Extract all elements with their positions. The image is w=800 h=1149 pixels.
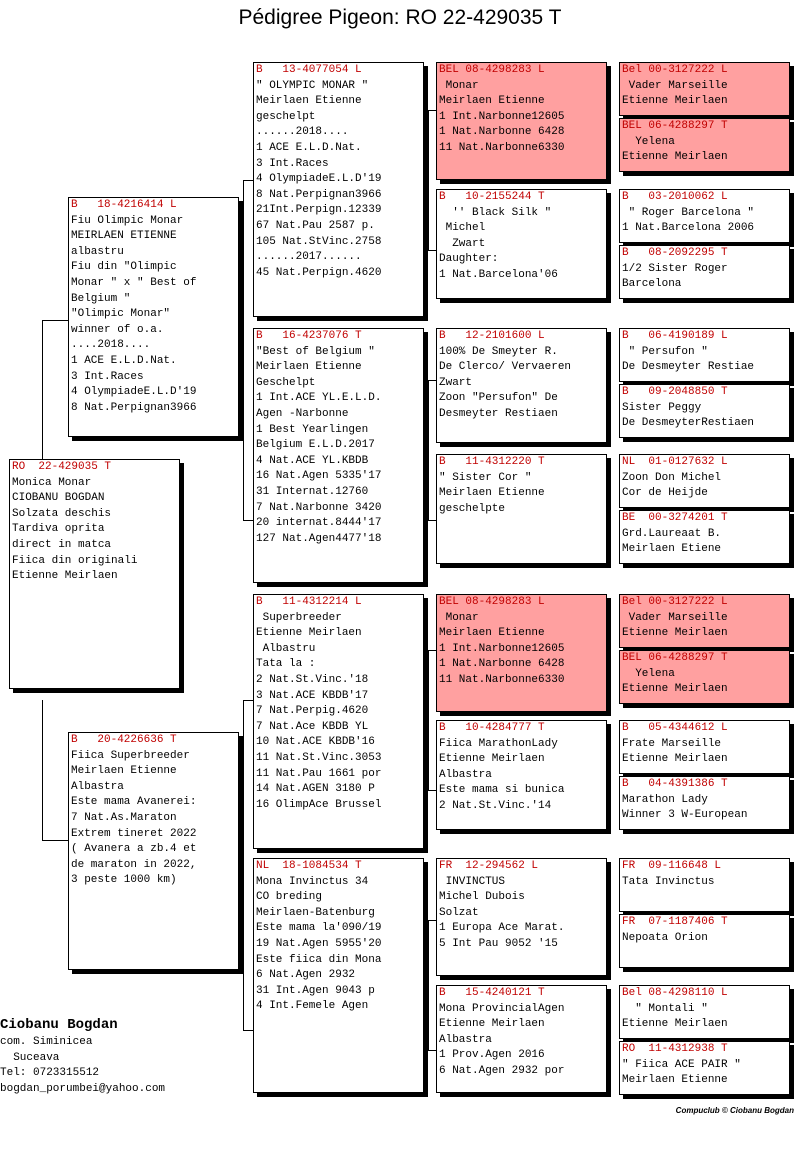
ring-number: Bel 00-3127222 L xyxy=(622,596,728,608)
card-line: 6 Nat.Agen 2932 xyxy=(256,969,356,982)
connector-line xyxy=(428,790,436,791)
card-line: Zwart xyxy=(439,376,473,389)
card-line: Meirlaen Etienne xyxy=(439,627,545,640)
card-line: Belgium " xyxy=(71,292,131,305)
card-line: 127 Nat.Agen4477'18 xyxy=(256,532,382,545)
card-line: Albastra xyxy=(439,1033,492,1046)
connector-line xyxy=(243,180,253,181)
card-line: 5 Int Pau 9052 '15 xyxy=(439,937,558,950)
card-line: 14 Nat.AGEN 3180 P xyxy=(256,783,375,796)
card-line: Albastra xyxy=(439,768,492,781)
ring-number: B 04-4391386 T xyxy=(622,778,728,790)
card-line: 3 Nat.ACE KBDB'17 xyxy=(256,689,369,702)
ring-number: RO 22-429035 T xyxy=(12,461,112,473)
card-line: 4 Int.Femele Agen xyxy=(256,1000,369,1013)
card-line: Etienne Meirlaen xyxy=(439,753,545,766)
dam-card[interactable] xyxy=(68,732,239,970)
card-line: Fiica Superbreeder xyxy=(71,749,190,762)
ring-number: B 06-4190189 L xyxy=(622,330,728,342)
card-line: CIOBANU BOGDAN xyxy=(12,492,105,505)
card-line: 8 Nat.Perpignan3966 xyxy=(256,188,382,201)
card-line: 21Int.Perpign.12339 xyxy=(256,204,382,217)
card-line: ......2017...... xyxy=(256,251,362,264)
card-line: Tata Invinctus xyxy=(622,875,715,888)
connector-line xyxy=(428,650,436,651)
connector-line xyxy=(243,1030,253,1031)
connector-line xyxy=(243,180,244,520)
card-line: 1 ACE E.L.D.Nat. xyxy=(71,354,177,367)
gggp-card[interactable] xyxy=(619,189,790,243)
card-line: geschelpt xyxy=(256,110,316,123)
card-line: 11 Nat.Narbonne6330 xyxy=(439,141,565,154)
card-line: 1 Nat.Narbonne 6428 xyxy=(439,126,565,139)
card-line: Este fiica din Mona xyxy=(256,953,382,966)
ring-number: B 13-4077054 L xyxy=(256,64,362,76)
ggp-card[interactable] xyxy=(436,328,607,443)
card-line: 11 Nat.St.Vinc.3053 xyxy=(256,751,382,764)
card-line: Monar " x " Best of xyxy=(71,276,197,289)
card-line: Etienne Meirlaen xyxy=(622,753,728,766)
ring-number: B 15-4240121 T xyxy=(439,987,545,999)
footer-credit: Compuclub © Ciobanu Bogdan xyxy=(675,1106,794,1115)
card-line: Etienne Meirlaen xyxy=(439,1018,545,1031)
card-line: Michel Dubois xyxy=(439,891,525,904)
owner-address-2: Suceava xyxy=(0,1051,60,1064)
card-line: winner of o.a. xyxy=(71,323,164,336)
gggp-card[interactable] xyxy=(619,1041,790,1095)
card-line: Zoon Don Michel xyxy=(622,471,722,484)
card-line: 7 Nat.Ace KBDB YL xyxy=(256,720,369,733)
card-line: Zwart xyxy=(439,237,486,250)
card-line: Winner 3 W-European xyxy=(622,809,748,822)
card-line: 3 Int.Races xyxy=(256,157,329,170)
ring-number: RO 11-4312938 T xyxy=(622,1043,728,1055)
card-line: Fiu Olimpic Monar xyxy=(71,214,184,227)
card-line: Geschelpt xyxy=(256,376,316,389)
card-line: Etienne Meirlaen xyxy=(622,151,728,164)
gggp-card[interactable] xyxy=(619,510,790,564)
card-line: INVINCTUS xyxy=(439,875,506,888)
card-line: 11 Nat.Pau 1661 por xyxy=(256,767,382,780)
card-line: 1 Nat.Barcelona'06 xyxy=(439,268,558,281)
card-line: 1 Int.Narbonne12605 xyxy=(439,110,565,123)
card-line: 20 internat.8444'17 xyxy=(256,517,382,530)
ggp-card[interactable] xyxy=(436,594,607,712)
owner-email: bogdan_porumbei@yahoo.com xyxy=(0,1082,166,1095)
gggp-card[interactable] xyxy=(619,720,790,774)
ring-number: B 03-2010062 L xyxy=(622,191,728,203)
gggp-card[interactable] xyxy=(619,776,790,830)
dam-dam-card[interactable] xyxy=(253,858,424,1093)
card-line: Meirlaen Etienne xyxy=(71,765,177,778)
ggp-card[interactable] xyxy=(436,858,607,976)
card-line: ......2018.... xyxy=(256,126,349,139)
ring-number: FR 07-1187406 T xyxy=(622,916,728,928)
connector-line xyxy=(428,650,429,790)
gggp-card[interactable] xyxy=(619,454,790,508)
sire-sire-card[interactable] xyxy=(253,62,424,317)
card-line: CO breding xyxy=(256,891,323,904)
card-line: Extrem tineret 2022 xyxy=(71,827,197,840)
connector-line xyxy=(243,700,244,1030)
card-line: 31 Int.Agen 9043 p xyxy=(256,984,375,997)
card-line: Este mama Avanerei: xyxy=(71,796,197,809)
card-line: Tardiva oprita xyxy=(12,523,105,536)
card-line: De Clerco/ Vervaeren xyxy=(439,361,572,374)
ring-number: B 20-4226636 T xyxy=(71,734,177,746)
connector-line xyxy=(428,110,429,250)
card-line: 105 Nat.StVinc.2758 xyxy=(256,235,382,248)
ring-number: NL 18-1084534 T xyxy=(256,860,362,872)
card-line: 6 Nat.Agen 2932 por xyxy=(439,1064,565,1077)
ring-number: BEL 06-4288297 T xyxy=(622,652,728,664)
card-line: 3 Int.Races xyxy=(71,370,144,383)
connector-line xyxy=(428,920,436,921)
card-line: Meirlaen Etienne xyxy=(256,361,362,374)
card-line: 10 Nat.ACE KBDB'16 xyxy=(256,736,375,749)
connector-line xyxy=(428,380,436,381)
card-line: Solzata deschis xyxy=(12,507,112,520)
ring-number: Bel 00-3127222 L xyxy=(622,64,728,76)
sire-dam-card[interactable] xyxy=(253,328,424,583)
card-line: Meirlaen Etienne xyxy=(622,1074,728,1087)
card-line: 7 Nat.As.Maraton xyxy=(71,811,177,824)
card-line: 31 Internat.12760 xyxy=(256,485,369,498)
card-line: 1 Best Yearlingen xyxy=(256,423,369,436)
card-line: Meirlaen Etienne xyxy=(256,95,362,108)
ring-number: B 09-2048850 T xyxy=(622,386,728,398)
card-line: Fiica MarathonLady xyxy=(439,737,558,750)
card-line: Vader Marseille xyxy=(622,79,728,92)
gggp-card[interactable] xyxy=(619,245,790,299)
ring-number: B 08-2092295 T xyxy=(622,247,728,259)
card-line: 1/2 Sister Roger xyxy=(622,262,728,275)
card-line: 7 Nat.Narbonne 3420 xyxy=(256,501,382,514)
card-line: 8 Nat.Perpignan3966 xyxy=(71,401,197,414)
page-title: Pédigree Pigeon: RO 22-429035 T xyxy=(238,6,562,29)
card-line: 7 Nat.Perpig.4620 xyxy=(256,705,369,718)
card-line: " Roger Barcelona " xyxy=(622,206,755,219)
card-line: " Fiica ACE PAIR " xyxy=(622,1058,741,1071)
connector-line xyxy=(428,110,436,111)
dam-sire-card[interactable] xyxy=(253,594,424,849)
ring-number: BEL 08-4298283 L xyxy=(439,596,545,608)
card-line: Marathon Lady xyxy=(622,793,708,806)
card-line: " OLYMPIC MONAR " xyxy=(256,79,369,92)
ring-number: B 11-4312220 T xyxy=(439,456,545,468)
card-line: Etienne Meirlaen xyxy=(12,570,118,583)
card-line: 11 Nat.Narbonne6330 xyxy=(439,673,565,686)
card-line: Vader Marseille xyxy=(622,611,728,624)
card-line: Zoon "Persufon" De xyxy=(439,392,558,405)
ggp-card[interactable] xyxy=(436,454,607,564)
ggp-card[interactable] xyxy=(436,62,607,180)
card-line: Este mama si bunica xyxy=(439,784,565,797)
card-line: Albastra xyxy=(71,780,124,793)
card-line: Yelena xyxy=(622,667,675,680)
card-line: Agen -Narbonne xyxy=(256,407,349,420)
card-line: Cor de Heijde xyxy=(622,487,708,500)
card-line: Etienne Meirlaen xyxy=(622,1018,728,1031)
card-line: Albastru xyxy=(256,642,316,655)
ring-number: FR 12-294562 L xyxy=(439,860,539,872)
connector-line xyxy=(243,520,253,521)
card-line: Meirlaen Etienne xyxy=(439,487,545,500)
card-line: Yelena xyxy=(622,135,675,148)
card-line: " Montali " xyxy=(622,1002,708,1015)
connector-line xyxy=(42,700,43,840)
ring-number: BEL 08-4298283 L xyxy=(439,64,545,76)
ring-number: NL 01-0127632 L xyxy=(622,456,728,468)
connector-line xyxy=(428,1050,436,1051)
gggp-card[interactable] xyxy=(619,985,790,1039)
ggp-card[interactable] xyxy=(436,720,607,830)
ring-number: B 11-4312214 L xyxy=(256,596,362,608)
gggp-card[interactable] xyxy=(619,328,790,382)
owner-name: Ciobanu Bogdan xyxy=(0,1017,118,1033)
card-line: 19 Nat.Agen 5955'20 xyxy=(256,937,382,950)
card-line: Etienne Meirlaen xyxy=(622,95,728,108)
card-line: 1 Int.ACE YL.E.L.D. xyxy=(256,392,382,405)
gggp-card[interactable] xyxy=(619,650,790,704)
card-line: 3 peste 1000 km) xyxy=(71,874,177,887)
connector-line xyxy=(428,920,429,1050)
gggp-card[interactable] xyxy=(619,384,790,438)
card-line: Tata la : xyxy=(256,658,316,671)
gggp-card[interactable] xyxy=(619,118,790,172)
card-line: De Desmeyter Restiae xyxy=(622,361,755,374)
card-line: Monar xyxy=(439,611,479,624)
card-line: 16 OlimpAce Brussel xyxy=(256,798,382,811)
card-line: Meirlaen Etienne xyxy=(439,95,545,108)
card-line: 1 ACE E.L.D.Nat. xyxy=(256,141,362,154)
card-line: '' Black Silk " xyxy=(439,206,552,219)
card-line: Mona Invinctus 34 xyxy=(256,875,369,888)
card-line: Meirlaen Etiene xyxy=(622,543,722,556)
card-line: Fiu din "Olimpic xyxy=(71,261,177,274)
ring-number: B 18-4216414 L xyxy=(71,199,177,211)
gggp-card[interactable] xyxy=(619,594,790,648)
connector-line xyxy=(428,520,436,521)
card-line: Mona ProvincialAgen xyxy=(439,1002,565,1015)
card-line: Meirlaen-Batenburg xyxy=(256,906,375,919)
card-line: Daughter: xyxy=(439,253,499,266)
card-line: Desmeyter Restiaen xyxy=(439,407,558,420)
connector-line xyxy=(42,320,43,460)
card-line: Superbreeder xyxy=(256,611,342,624)
connector-line xyxy=(428,380,429,520)
ring-number: B 10-4284777 T xyxy=(439,722,545,734)
card-line: Michel xyxy=(439,222,486,235)
card-line: Grd.Laureaat B. xyxy=(622,527,722,540)
card-line: Sister Peggy xyxy=(622,401,702,414)
card-line: 1 Nat.Narbonne 6428 xyxy=(439,658,565,671)
connector-line xyxy=(243,700,253,701)
connector-line xyxy=(428,250,436,251)
card-line: de maraton in 2022, xyxy=(71,858,197,871)
card-line: Etienne Meirlaen xyxy=(256,627,362,640)
card-line: Etienne Meirlaen xyxy=(622,683,728,696)
owner-info xyxy=(0,1015,165,1097)
card-line: Frate Marseille xyxy=(622,737,722,750)
card-line: albastru xyxy=(71,245,124,258)
card-line: Fiica din originali xyxy=(12,554,138,567)
card-line: geschelpte xyxy=(439,502,506,515)
sire-card[interactable] xyxy=(68,197,239,437)
ring-number: B 12-2101600 L xyxy=(439,330,545,342)
card-line: direct in matca xyxy=(12,538,112,551)
card-line: Monar xyxy=(439,79,479,92)
card-line: 1 Prov.Agen 2016 xyxy=(439,1049,545,1062)
owner-address-1: com. Siminicea xyxy=(0,1036,93,1048)
card-line: Nepoata Orion xyxy=(622,931,708,944)
owner-phone: Tel: 0723315512 xyxy=(0,1067,100,1080)
card-line: ( Avanera a zb.4 et xyxy=(71,843,197,856)
ring-number: BEL 06-4288297 T xyxy=(622,120,728,132)
card-line: 2 Nat.St.Vinc.'18 xyxy=(256,673,369,686)
card-line: 2 Nat.St.Vinc.'14 xyxy=(439,799,552,812)
connector-line xyxy=(42,840,69,841)
ring-number: B 10-2155244 T xyxy=(439,191,545,203)
card-line: " Sister Cor " xyxy=(439,471,532,484)
subject-pigeon-card[interactable] xyxy=(9,459,180,689)
card-line: 4 OlympiadeE.L.D'19 xyxy=(256,173,382,186)
card-line: 100% De Smeyter R. xyxy=(439,345,558,358)
card-line: Solzat xyxy=(439,906,479,919)
card-line: Este mama la'090/19 xyxy=(256,922,382,935)
ring-number: Bel 08-4298110 L xyxy=(622,987,728,999)
ring-number: FR 09-116648 L xyxy=(622,860,722,872)
ring-number: BE 00-3274201 T xyxy=(622,512,728,524)
card-line: 45 Nat.Perpign.4620 xyxy=(256,266,382,279)
card-line: Barcelona xyxy=(622,278,682,291)
gggp-card[interactable] xyxy=(619,62,790,116)
ggp-card[interactable] xyxy=(436,985,607,1093)
card-line: 4 Nat.ACE YL.KBDB xyxy=(256,454,369,467)
card-line: "Olimpic Monar" xyxy=(71,308,171,321)
card-line: De DesmeyterRestiaen xyxy=(622,417,755,430)
card-line: ....2018.... xyxy=(71,339,151,352)
ggp-card[interactable] xyxy=(436,189,607,299)
card-line: 1 Nat.Barcelona 2006 xyxy=(622,222,755,235)
card-line: Monica Monar xyxy=(12,476,92,489)
ring-number: B 16-4237076 T xyxy=(256,330,362,342)
card-line: 1 Europa Ace Marat. xyxy=(439,922,565,935)
card-line: "Best of Belgium " xyxy=(256,345,375,358)
ring-number: B 05-4344612 L xyxy=(622,722,728,734)
card-line: " Persufon " xyxy=(622,345,708,358)
card-line: 4 OlympiadeE.L.D'19 xyxy=(71,386,197,399)
card-line: Belgium E.L.D.2017 xyxy=(256,439,375,452)
card-line: 1 Int.Narbonne12605 xyxy=(439,642,565,655)
gggp-card[interactable] xyxy=(619,858,790,912)
card-line: Etienne Meirlaen xyxy=(622,627,728,640)
connector-line xyxy=(42,320,69,321)
card-line: MEIRLAEN ETIENNE xyxy=(71,230,177,243)
gggp-card[interactable] xyxy=(619,914,790,968)
card-line: 16 Nat.Agen 5335'17 xyxy=(256,470,382,483)
card-line: 67 Nat.Pau 2587 p. xyxy=(256,219,375,232)
